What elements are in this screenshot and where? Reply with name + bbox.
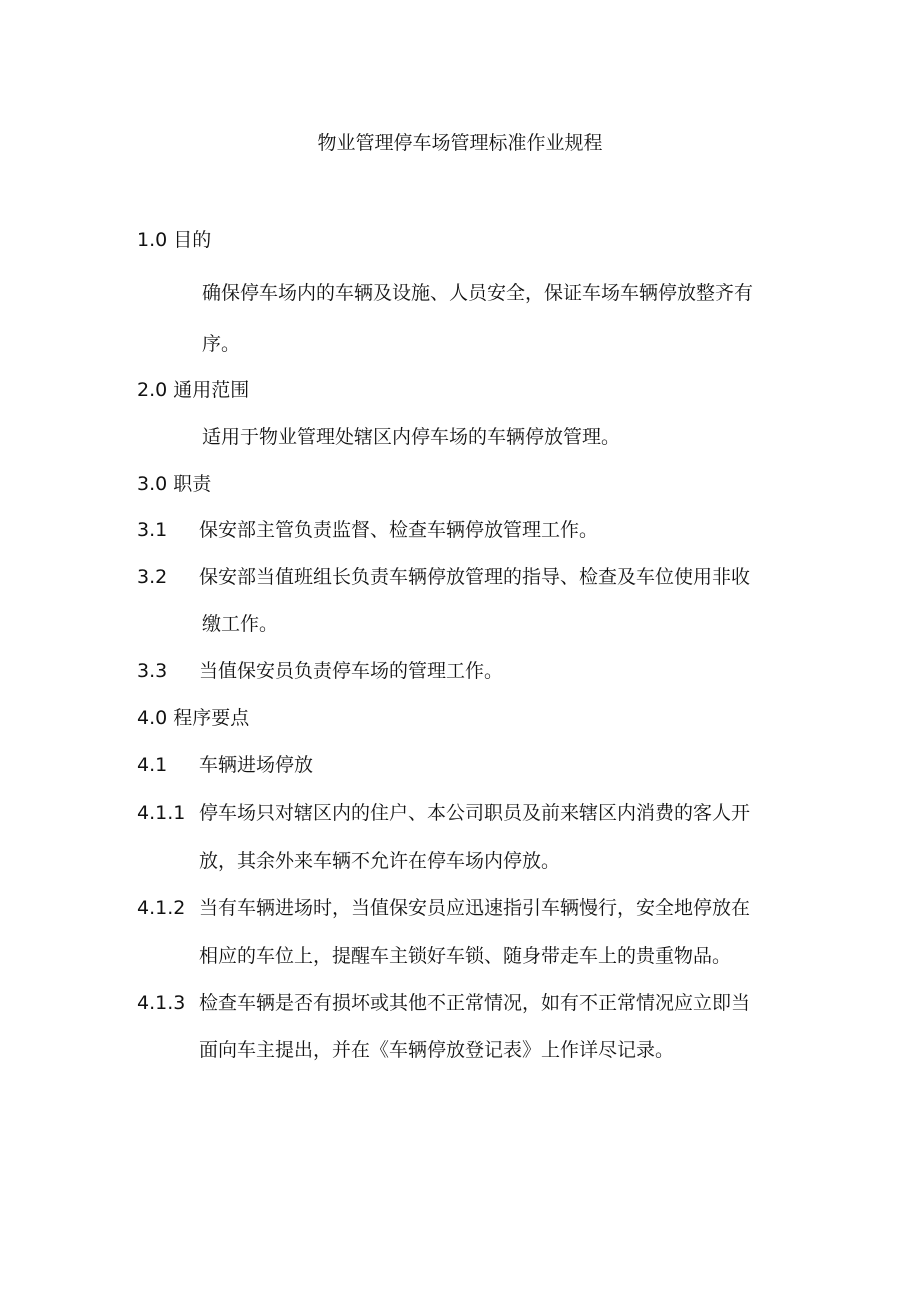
item-text-continued: 相应的车位上，提醒车主锁好车锁、随身带走车上的贵重物品。 <box>199 945 732 967</box>
item-number: 4.1.2 <box>137 897 186 919</box>
item-number: 4.1.3 <box>137 992 186 1014</box>
item-text-continued: 放，其余外来车辆不允许在停车场内停放。 <box>199 850 561 872</box>
section-heading-procedure: 4.0 程序要点 <box>137 707 250 729</box>
paragraph-line: 确保停车场内的车辆及设施、人员安全，保证车场车辆停放整齐有 <box>202 282 754 304</box>
item-text: 当值保安员负责停车场的管理工作。 <box>199 660 504 682</box>
item-number: 3.2 <box>137 566 168 588</box>
item-text: 保安部主管负责监督、检查车辆停放管理工作。 <box>199 519 599 541</box>
document-title: 物业管理停车场管理标准作业规程 <box>317 132 603 154</box>
item-number: 4.1 <box>137 754 168 776</box>
item-number: 3.1 <box>137 519 168 541</box>
item-text: 停车场只对辖区内的住户、本公司职员及前来辖区内消费的客人开 <box>199 802 751 824</box>
section-heading-scope: 2.0 通用范围 <box>137 379 250 401</box>
item-text: 检查车辆是否有损坏或其他不正常情况，如有不正常情况应立即当 <box>199 992 751 1014</box>
subsection-heading: 车辆进场停放 <box>199 754 314 776</box>
item-text-continued: 面向车主提出，并在《车辆停放登记表》上作详尽记录。 <box>199 1039 675 1061</box>
section-heading-responsibilities: 3.0 职责 <box>137 473 212 495</box>
item-text-continued: 缴工作。 <box>202 613 279 635</box>
paragraph-line: 适用于物业管理处辖区内停车场的车辆停放管理。 <box>202 426 621 448</box>
item-text: 当有车辆进场时，当值保安员应迅速指引车辆慢行，安全地停放在 <box>199 897 751 919</box>
item-number: 4.1.1 <box>137 802 186 824</box>
section-heading-purpose: 1.0 目的 <box>137 229 212 251</box>
item-text: 保安部当值班组长负责车辆停放管理的指导、检查及车位使用非收 <box>199 566 751 588</box>
item-number: 3.3 <box>137 660 168 682</box>
paragraph-line: 序。 <box>202 333 241 355</box>
